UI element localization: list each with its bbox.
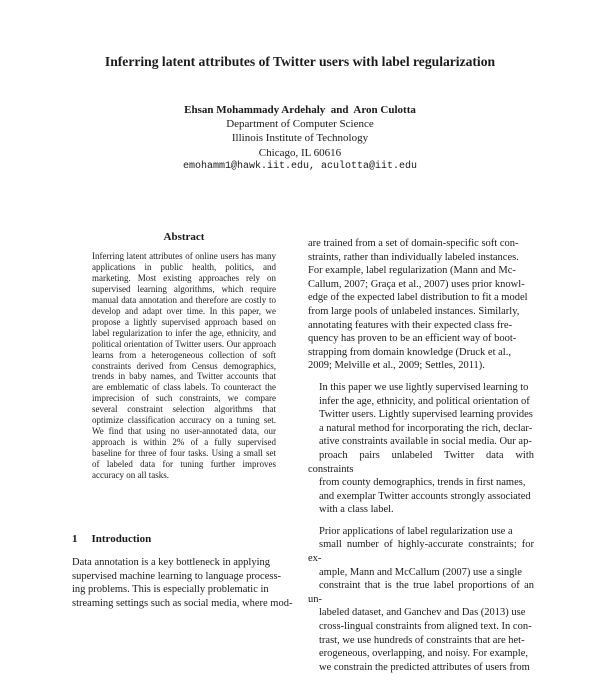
text-line: strapping from domain knowledge (Druck et al., [308,346,511,358]
text-line: we constrain the predicted attributes of users from [319,661,530,673]
introduction-body [72,556,298,610]
text-line: with a class label. [319,504,394,516]
section-heading-introduction [72,533,151,545]
section-title: Introduction [91,533,152,545]
text-line: labeled dataset, and Ganchev and Das (2013) use [319,607,526,619]
text-line: In this paper we use lightly supervised learning to [319,381,529,393]
text-line: constraint that is the true label proportions of an un- [308,580,534,605]
author-emails: emohamm1@hawk.iit.edu, aculotta@iit.edu [182,160,418,172]
text-line: proach pairs unlabeled Twitter data with constraints [308,449,534,475]
right-paragraph-1 [308,237,534,373]
text-line: and exemplar Twitter accounts strongly associated [319,490,531,502]
text-line: trast, we use hundreds of constraints that are het- [319,634,525,646]
text-line: a natural method for incorporating the rich, declar- [319,422,533,434]
abstract-heading: Abstract [163,231,205,243]
text-line: supervised machine learning to language process- [72,570,282,582]
right-paragraph-2 [308,381,534,517]
author-department: Department of Computer Science [226,118,374,131]
text-line: edge of the expected label distribution to fit a model [308,292,528,304]
text-line: quency has proven to be an efficient way of boot- [308,333,517,345]
text-line: Twitter users. Lightly supervised learning provides [319,409,533,421]
text-line: ing problems. This is especially problematic in [72,584,269,596]
text-line: ample, Mann and McCallum (2007) use a single [319,566,522,578]
right-column-body [308,237,534,682]
text-line: Prior applications of label regularization use a [319,525,513,537]
introduction-paragraph [72,556,298,610]
text-line: annotating features with their expected class fre- [308,319,513,331]
text-line: cross-lingual constraints from aligned text. In con- [319,621,532,633]
author-institution: Illinois Institute of Technology [231,132,369,145]
section-number: 1 [72,533,78,545]
author-names: Ehsan Mohammady Ardehaly and Aron Culotta [184,104,416,116]
text-line: straints, rather than individually labeled instances. [308,251,519,263]
text-line: Callum, 2007; Graça et al., 2007) uses prior knowl- [308,278,525,290]
text-line: ative constraints available in social media. Our ap- [319,436,532,448]
text-line: small number of highly-accurate constraints; for ex- [308,539,534,565]
author-block [0,103,600,174]
text-line: For example, label regularization (Mann and Mc- [308,265,516,277]
author-location: Chicago, IL 60616 [258,146,342,159]
text-line: infer the age, ethnicity, and political orientation of [319,395,530,407]
text-line: streaming settings such as social media, where mod- [72,597,293,609]
text-line: 2009; Melville et al., 2009; Settles, 2011). [308,360,485,372]
text-line: Data annotation is a key bottleneck in applying [72,557,270,568]
text-line: from large pools of unlabeled instances. Similarly, [308,305,520,317]
text-line: erogeneous, overlapping, and noisy. For example, [319,648,528,660]
paper-title: Inferring latent attributes of Twitter users with label regularization [104,54,496,69]
text-line: are trained from a set of domain-specific soft con- [308,238,519,249]
abstract-section [92,231,276,481]
text-line: from county demographics, trends in first names, [319,477,526,489]
abstract-text: Inferring latent attributes of online users has many applications in public health, politics, and marketing. Most existing approaches rely on supervised learning algorithms, which require manual data annotation and therefore are costly to develop and adapt over time. In this paper, we propose a lightly supervised approach based on label regularization to infer the age, ethnicity, and political orientation of Twitter users. Our approach learns from a heterogeneous collection of soft constraints derived from Census demographics, trends in baby names, and Twitter accounts that are emblematic of class labels. To counteract the imprecision of such constraints, we compare several constraint selection algorithms that optimize classification accuracy on a tuning set. We find that using no user-annotated data, our approach is within 2% of a fully supervised baseline for three of four tasks. Using a small set of labeled data for tuning further improves accuracy on all tasks. [92,251,276,481]
